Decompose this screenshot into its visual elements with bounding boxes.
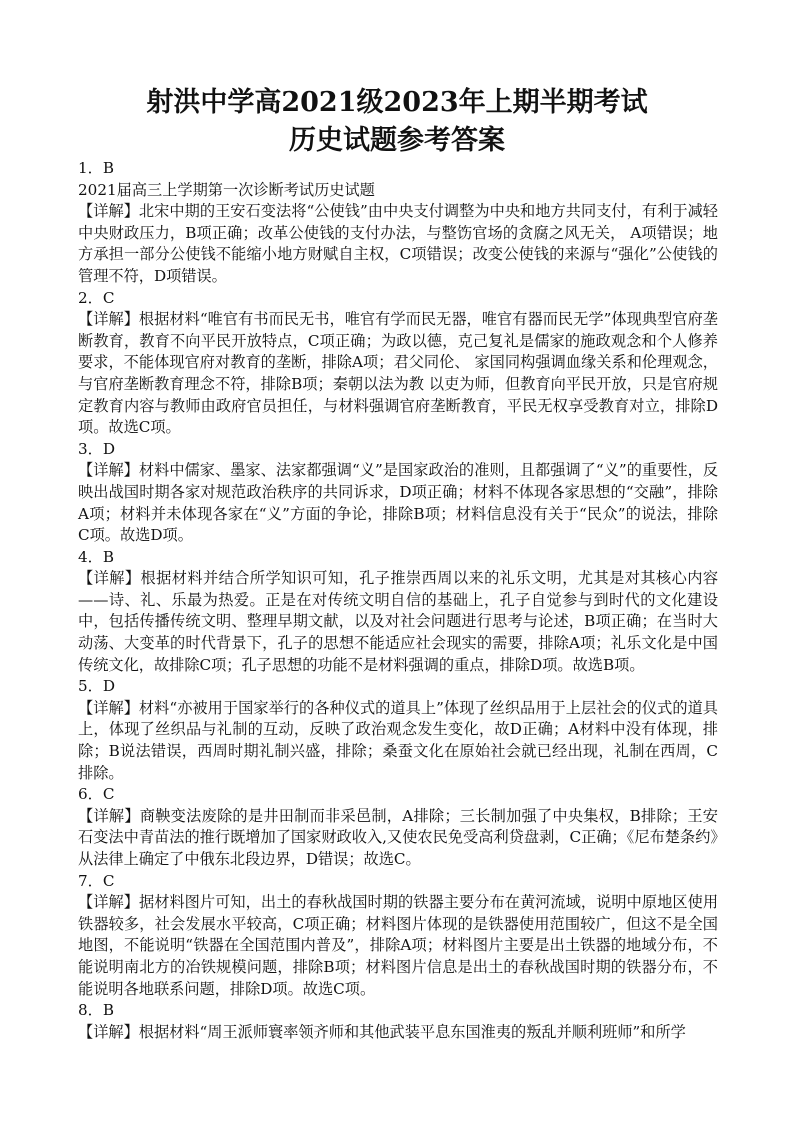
detail-tag: 【详解】 bbox=[78, 461, 139, 480]
answer-explanation bbox=[78, 1022, 718, 1044]
answer-number: 4．B bbox=[78, 547, 115, 566]
document-title: 射洪中学高2021级2023年上期半期考试 bbox=[146, 87, 648, 118]
detail-tag: 【详解】 bbox=[78, 1022, 139, 1041]
detail-tag: 【详解】 bbox=[78, 202, 139, 221]
detail-tag: 【详解】 bbox=[78, 310, 139, 329]
answer-explanation bbox=[78, 698, 718, 784]
answer-explanation bbox=[78, 460, 718, 546]
explanation-text: 根据材料并结合所学知识可知，孔子推崇西周以来的礼乐文明，尤其是对其核心内容——诗、礼、乐最为热爱。正是在对传统文明自信的基础上，孔子自觉参与到时代的文化建设中，包括传播传统文明、整理早期文献，以及对社会问题进行思考与论述，B项正确；在当时大动荡、大变革的时代背景下，孔子的思想不能适应社会现实的需要，排除A项；礼乐文化是中国传统文化，故排除C项；孔子思想的功能不是材料强调的重点，排除D项。故选B项。 bbox=[78, 569, 719, 674]
detail-tag: 【详解】 bbox=[78, 698, 139, 717]
explanation-text: 根据材料“周王派师寰率领齐师和其他武装平息东国淮夷的叛乱并顺利班师”和所学 bbox=[138, 1022, 686, 1041]
answer-explanation bbox=[78, 309, 718, 439]
answer-number: 2．C bbox=[78, 288, 115, 307]
detail-tag: 【详解】 bbox=[78, 806, 140, 825]
answer-list bbox=[78, 158, 718, 1043]
detail-tag: 【详解】 bbox=[78, 569, 141, 588]
answer-number: 8．B bbox=[78, 1001, 115, 1020]
answer-number: 7．C bbox=[78, 871, 115, 890]
answer-explanation bbox=[78, 568, 718, 676]
answer-number: 6．C bbox=[78, 785, 115, 804]
answer-number: 3．D bbox=[78, 439, 116, 458]
explanation-text: 北宋中期的王安石变法将“公使钱”由中央支付调整为中央和地方共同支付，有利于减轻中央财政压力，B项正确；改革公使钱的支付办法，与整饬官场的贪腐之风无关， A项错误；地方承担一部分公使钱不能缩小地方财赋自主权，C项错误；改变公使钱的来源与“强化”公使钱的管理不符，D项错误。 bbox=[78, 202, 718, 285]
answer-source: 2021届高三上学期第一次诊断考试历史试题 bbox=[78, 180, 375, 199]
explanation-text: 材料中儒家、墨家、法家都强调“义”是国家政治的准则，且都强调了“义”的重要性，反映出战国时期各家对规范政治秩序的共同诉求，D项正确；材料不体现各家思想的“交融”，排除A项；材料并未体现各家在“义”方面的争论，排除B项；材料信息没有关于“民众”的说法，排除C项。故选D项。 bbox=[78, 461, 719, 545]
answer-explanation bbox=[78, 201, 718, 287]
answer-number: 1．B bbox=[78, 159, 115, 177]
detail-tag: 【详解】 bbox=[78, 893, 139, 912]
answer-number: 5．D bbox=[78, 677, 116, 696]
explanation-text: 商鞅变法废除的是井田制而非采邑制，A排除；三长制加强了中央集权，B排除；王安石变法中青苗法的推行既增加了国家财政收入,又使农民免受高利贷盘剥，C正确；《尼布楚条约》从法律上确定了中俄东北段边界，D错误；故选C。 bbox=[78, 806, 718, 868]
answer-explanation bbox=[78, 806, 718, 871]
document-subtitle: 历史试题参考答案 bbox=[289, 125, 505, 156]
explanation-text: 根据材料“唯官有书而民无书，唯官有学而民无器，唯官有器而民无学”体现典型官府垄断教育，教育不向平民开放特点，C项正确；为政以德，克己复礼是儒家的施政观念和个人修养要求，不能体现官府对教育的垄断，排除A项；君父同伦、 家国同构强调血缘关系和伦理观念，与官府垄断教育理念不符，排除B项；秦朝以法为教 以吏为师，但教育向平民开放，只是官府规定教育内容与教师由政府官员担任，与材料强调官府垄断教育，平民无权享受教育对立，排除D项。故选C项。 bbox=[78, 310, 718, 437]
explanation-text: 据材料图片可知，出土的春秋战国时期的铁器主要分布在黄河流域，说明中原地区使用铁器较多，社会发展水平较高，C项正确；材料图片体现的是铁器使用范围较广，但这不是全国地图，不能说明“铁器在全国范围内普及”，排除A项；材料图片主要是出土铁器的地域分布，不能说明南北方的冶铁规模问题，排除B项；材料图片信息是出土的春秋战国时期的铁器分布，不能说明各地联系问题，排除D项。故选C项。 bbox=[78, 893, 719, 998]
explanation-text: 材料“亦被用于国家举行的各种仪式的道具上”体现了丝织品用于上层社会的仪式的道具上，体现了丝织品与礼制的互动，反映了政治观念发生变化，故D正确；A材料中没有体现，排除；B说法错误，西周时期礼制兴盛，排除；桑蚕文化在原始社会就已经出现，礼制在西周，C排除。 bbox=[78, 698, 718, 782]
answer-explanation bbox=[78, 892, 718, 1000]
